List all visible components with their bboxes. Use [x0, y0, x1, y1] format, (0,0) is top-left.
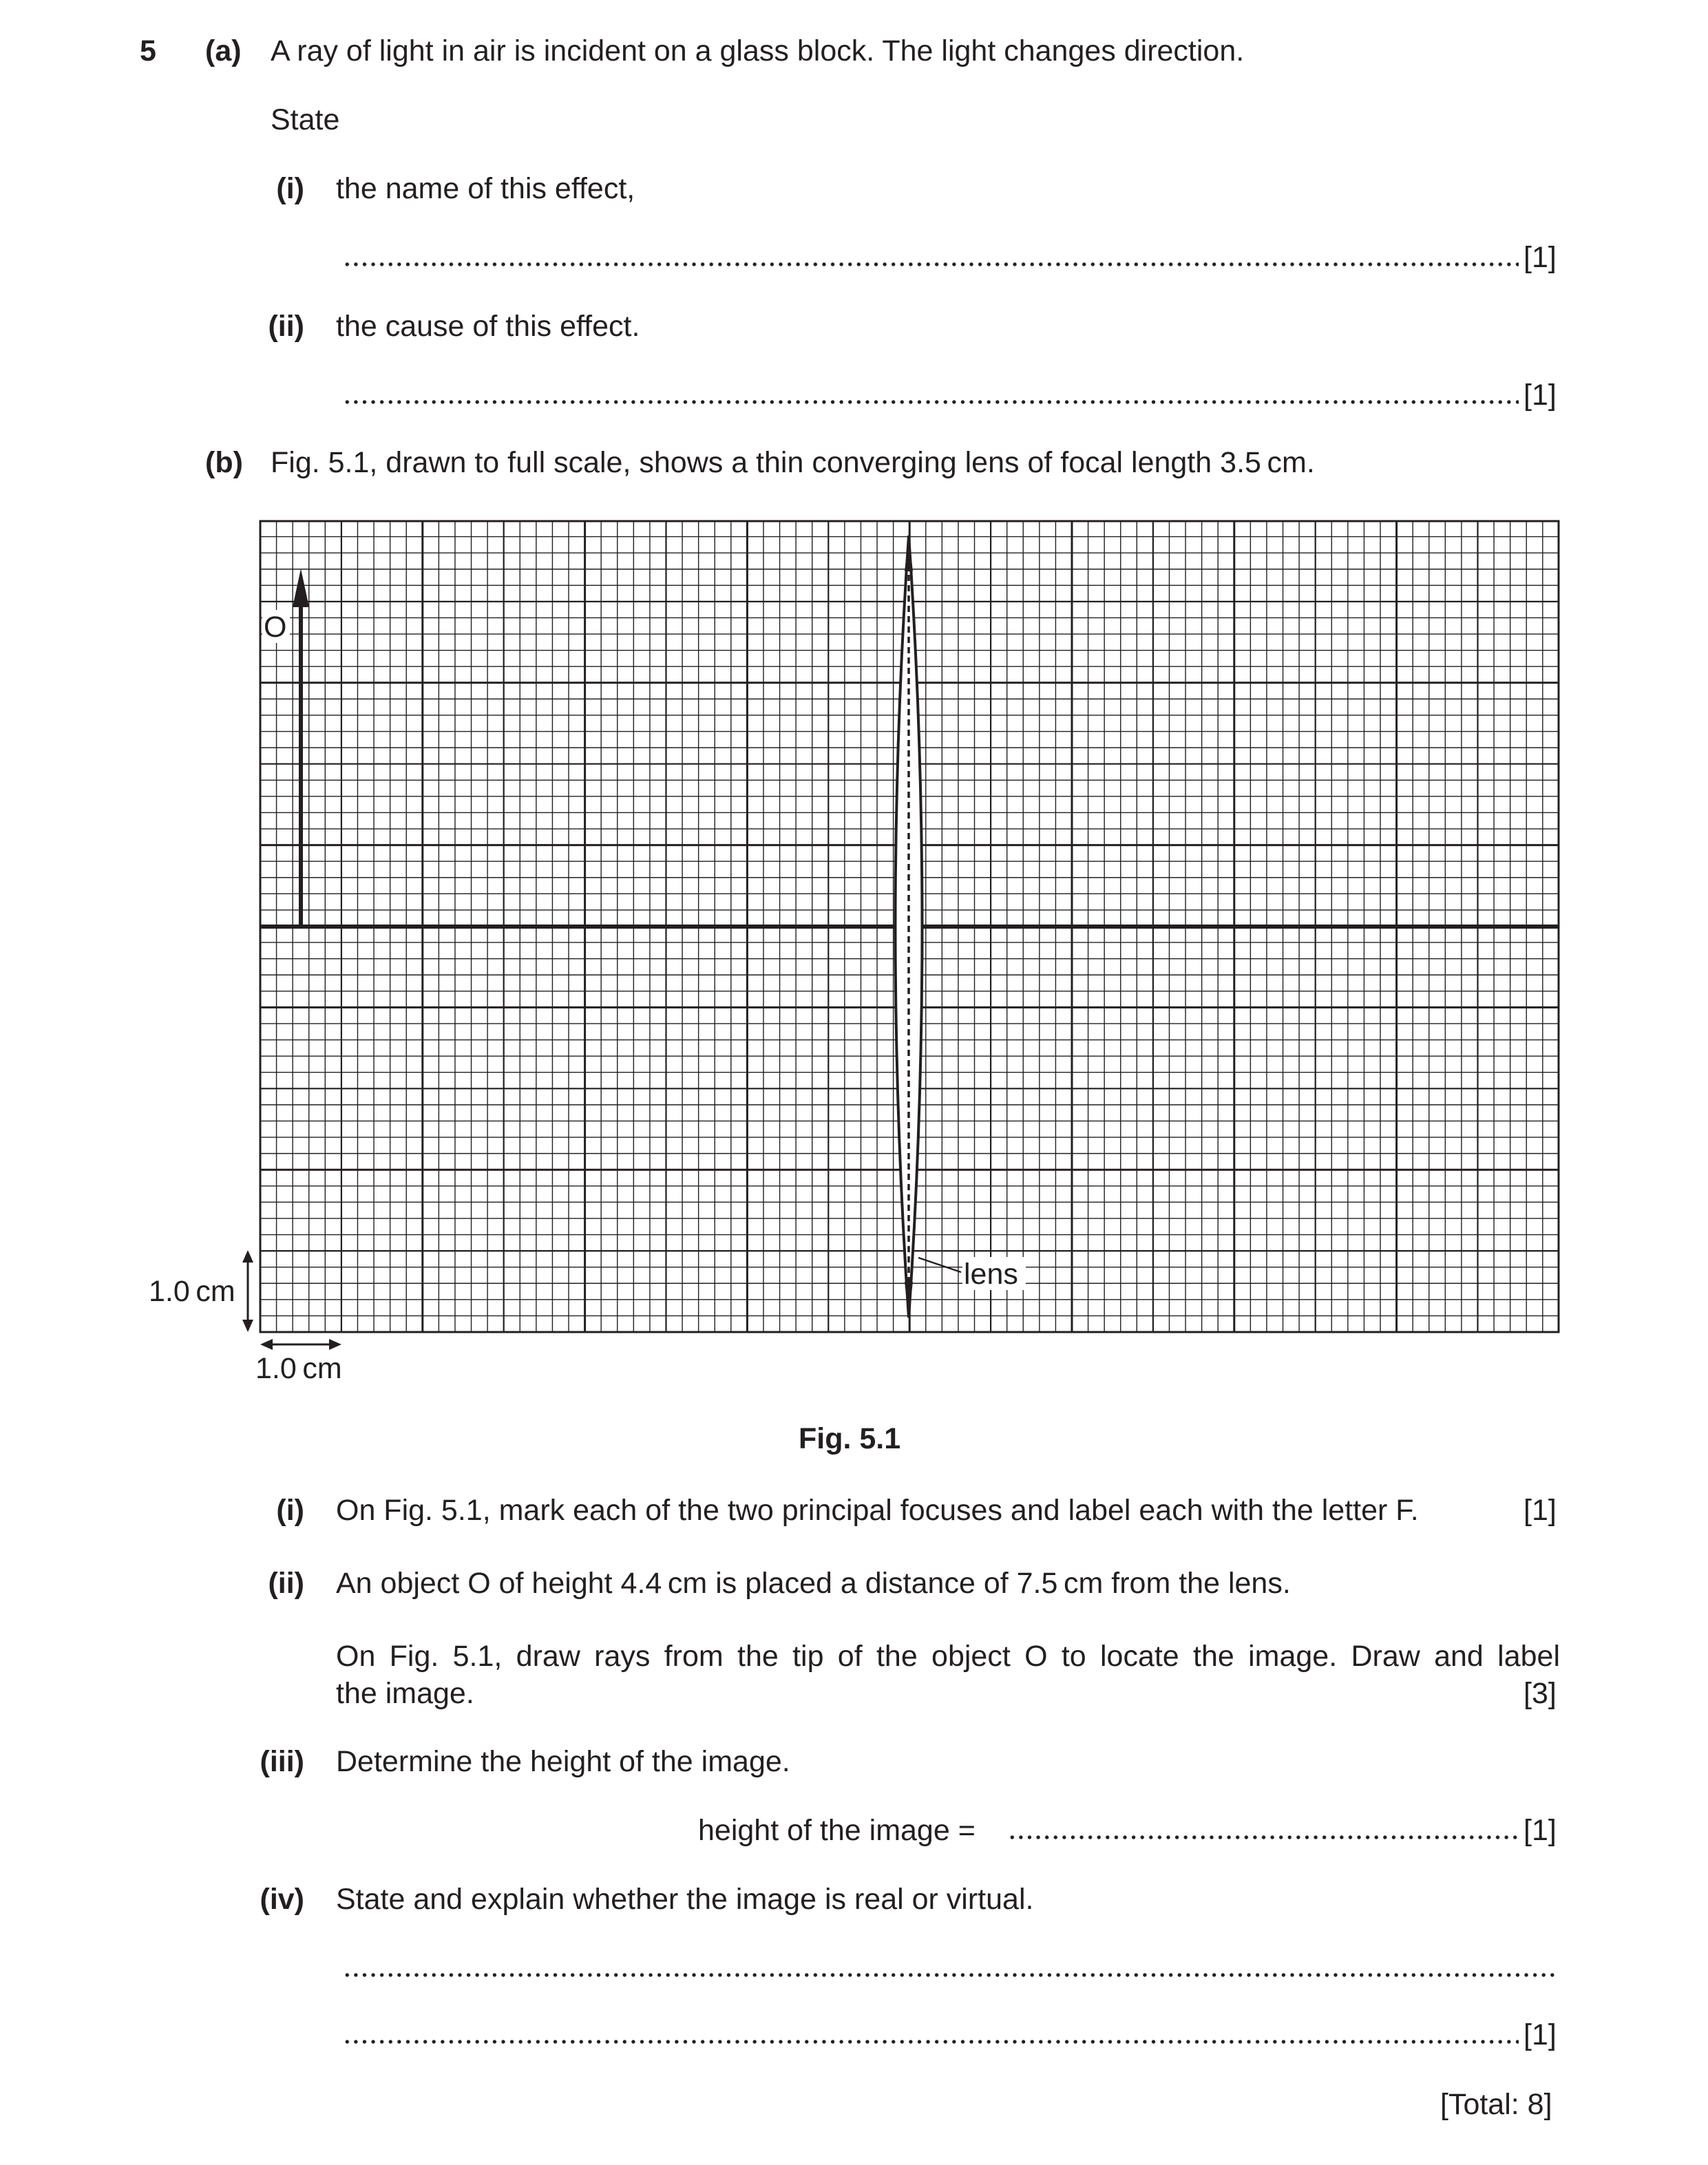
figure-caption: Fig. 5.1 [799, 1422, 901, 1455]
part-b-ii-text2a: On Fig. 5.1, draw rays from the tip of the object O to locate the image. Draw and label [336, 1640, 1560, 1673]
answer-line-height-of-image[interactable] [1008, 1813, 1519, 1840]
part-a-ii-mark: [1] [1524, 379, 1557, 412]
scale-label-horizontal: 1.0 cm [255, 1352, 342, 1385]
part-b-iv-text: State and explain whether the image is real or virtual. [336, 1883, 1034, 1916]
part-b-stem: Fig. 5.1, drawn to full scale, shows a thin converging lens of focal length 3.5 cm. [271, 446, 1315, 479]
height-of-image-label: height of the image = [698, 1814, 976, 1847]
part-a-ii-text: the cause of this effect. [336, 310, 640, 343]
lens-leader-line [918, 1258, 961, 1272]
part-b-iii-mark: [1] [1524, 1814, 1557, 1847]
part-a-i-mark: [1] [1524, 241, 1557, 274]
part-b-iv-mark: [1] [1524, 2018, 1557, 2051]
part-b-i-label: (i) [276, 1494, 304, 1527]
part-b-i-mark: [1] [1524, 1494, 1557, 1527]
part-a-ii-label: (ii) [268, 310, 304, 343]
part-a-state: State [271, 103, 340, 136]
part-b-ii-mark: [3] [1524, 1677, 1557, 1710]
total-marks: [Total: 8] [1440, 2088, 1552, 2121]
part-a-label: (a) [205, 34, 242, 67]
part-b-ii-label: (ii) [268, 1567, 304, 1600]
object-arrowhead [293, 569, 309, 607]
answer-line-b-iv-2[interactable] [343, 2017, 1519, 2045]
part-b-i-text: On Fig. 5.1, mark each of the two principal focuses and label each with the letter F. [336, 1494, 1419, 1527]
question-number: 5 [140, 34, 156, 67]
lens-label: lens [964, 1258, 1018, 1291]
answer-line-b-iv-1[interactable] [343, 1950, 1559, 1978]
part-a-stem: A ray of light in air is incident on a glass block. The light changes direction. [271, 34, 1245, 67]
scale-label-vertical: 1.0 cm [149, 1275, 235, 1308]
part-b-iii-label: (iii) [260, 1745, 304, 1778]
part-b-ii-text1: An object O of height 4.4 cm is placed a distance of 7.5 cm from the lens. [336, 1567, 1291, 1600]
part-b-label: (b) [205, 446, 243, 479]
part-a-i-label: (i) [276, 172, 304, 205]
part-b-iv-label: (iv) [260, 1883, 304, 1916]
part-a-i-text: the name of this effect, [336, 172, 635, 205]
part-b-ii-text2b: the image. [336, 1677, 474, 1710]
part-b-iii-text: Determine the height of the image. [336, 1745, 790, 1778]
object-label: O [264, 611, 287, 644]
